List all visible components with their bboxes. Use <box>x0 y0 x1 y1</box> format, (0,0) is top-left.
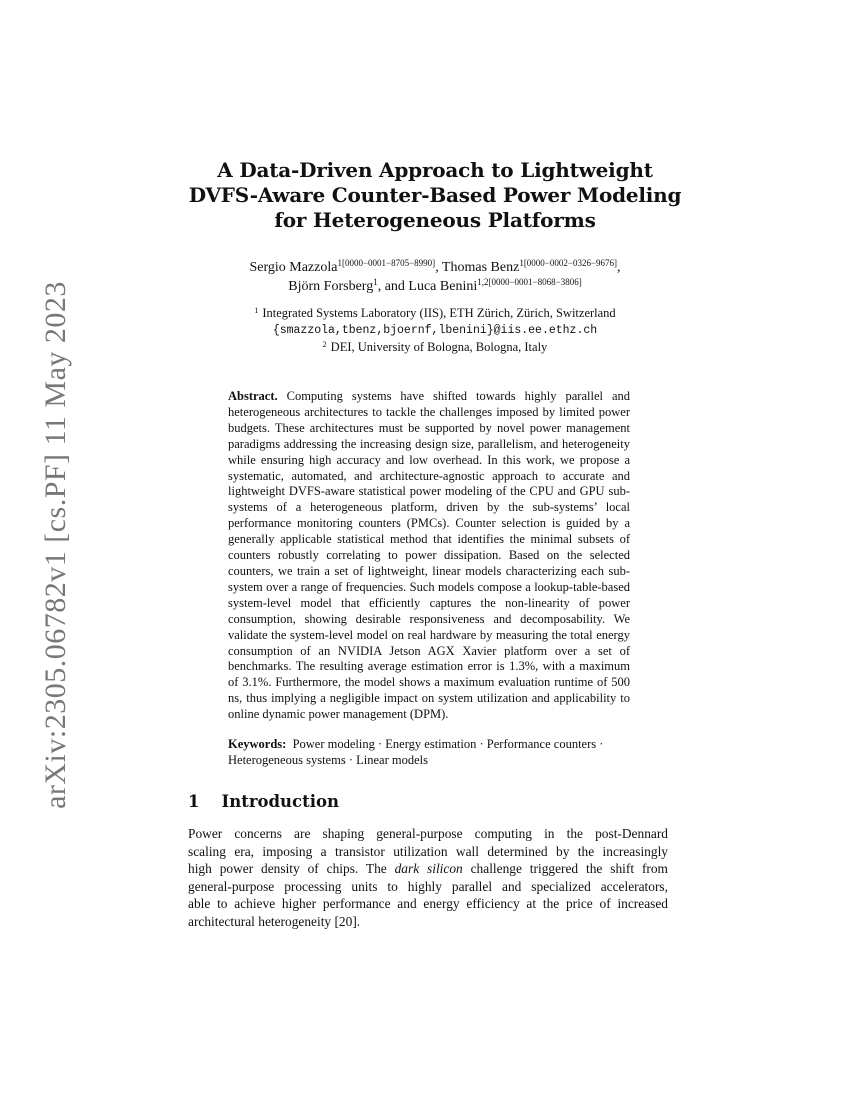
keyword-separator: · <box>348 752 353 767</box>
paragraph-line: able to achieve higher performance and energy efficiency at the price of increased <box>188 896 668 912</box>
section-heading <box>188 792 339 811</box>
author-name: Sergio Mazzola <box>249 260 338 275</box>
affil-marker: 1 <box>254 306 259 315</box>
abstract-label: Abstract. <box>228 389 278 403</box>
author-orcid: 1,2[0000−0001−8068−3806] <box>477 277 582 287</box>
author-list <box>150 258 720 296</box>
paragraph-line: scaling era, imposing a transistor utilization wall determined by the increasingly <box>188 843 668 859</box>
affiliation-line <box>150 339 720 355</box>
text-run: challenge triggered the shift from <box>462 861 668 877</box>
keyword-separator: · <box>479 737 484 751</box>
affiliation-line <box>150 321 720 339</box>
title-line: DVFS-Aware Counter-Based Power Modeling <box>188 183 682 207</box>
author-emails: {smazzola,tbenz,bjoernf,lbenini}@iis.ee.ethz.ch <box>272 324 598 337</box>
author-affil-marker: 1 <box>373 277 378 287</box>
keywords <box>228 737 630 769</box>
keyword-separator: · <box>378 737 383 751</box>
keyword: Linear models <box>356 752 428 767</box>
keyword: Energy estimation <box>385 737 477 751</box>
abstract-text: Computing systems have shifted towards highly parallel and heterogeneous architectures to tackle the challenges imposed by limited power budgets. These architectures must be supported by novel power management paradigms addressing the increasing design size, parallelism, and heterogeneity while ensuring high accuracy and low overhead. In this work, we propose a systematic, automated, and architecture-agnostic approach to accurate and lightweight DVFS-aware statistical power modeling of the CPU and GPU sub-systems of a heterogeneous platform, driven by the sub-systems’ local performance monitoring counters (PMCs). Counter selection is guided by a generally applicable statistical method that identifies the minimal subsets of counters robustly correlating to power dissipation. Based on the selected counters, we train a set of lightweight, linear models characterizing each sub-system over a range of frequencies. Such models compose a lookup-table-based system-level model that efficiently captures the non-linearity of power consumption, showing desirable responsiveness and decomposability. We validate the system-level model on real hardware by measuring the total energy consumption of an NVIDIA Jetson AGX Xavier platform over a set of benchmarks. The resulting average estimation error is 1.3%, with a maximum of 3.1%. Furthermore, the model shows a maximum evaluation runtime of 500 ns, thus implying a negligible impact on system utilization and applicability to online dynamic power management (DPM). <box>228 389 630 722</box>
arxiv-identifier: arXiv:2305.06782v1 [cs.PF] 11 May 2023 <box>39 281 72 809</box>
author-line <box>150 258 720 277</box>
paragraph-line <box>188 860 668 878</box>
author-name: , Thomas Benz <box>435 260 520 275</box>
affiliation-text: Integrated Systems Laboratory (IIS), ETH Zürich, Zürich, Switzerland <box>262 306 616 320</box>
keyword: Heterogeneous systems <box>228 752 346 767</box>
section-title: Introduction <box>221 792 339 811</box>
author-name: Björn Forsberg <box>288 279 374 294</box>
author-name: , and Luca Benini <box>377 279 478 294</box>
text-run: high power density of chips. The <box>188 861 395 877</box>
affiliation-line <box>150 305 720 321</box>
keyword: Power modeling <box>292 737 375 751</box>
author-separator: , <box>617 260 621 275</box>
author-orcid: 1[0000−0002−0326−9676] <box>519 258 618 268</box>
affiliation-text: DEI, University of Bologna, Bologna, Italy <box>330 340 548 354</box>
section-number: 1 <box>188 792 200 811</box>
keywords-label: Keywords: <box>228 737 287 751</box>
abstract <box>228 389 630 723</box>
paragraph-line: Power concerns are shaping general-purpose computing in the post-Dennard <box>188 826 668 841</box>
affil-marker: 2 <box>322 340 327 349</box>
paragraph-line: general-purpose processing units to highly parallel and specialized accelerators, <box>188 878 668 894</box>
introduction-paragraph <box>188 825 668 931</box>
affiliations <box>150 305 720 355</box>
author-line <box>150 277 720 296</box>
author-orcid: 1[0000−0001−8705−8990] <box>337 258 436 268</box>
title-line: for Heterogeneous Platforms <box>274 208 596 232</box>
paragraph-line: architectural heterogeneity [20]. <box>188 913 361 929</box>
keyword: Performance counters <box>486 737 597 751</box>
title-line: A Data-Driven Approach to Lightweight <box>217 158 653 182</box>
paper-title <box>150 158 720 233</box>
keyword-separator: · <box>599 737 604 751</box>
emphasis-text: dark silicon <box>394 861 463 877</box>
